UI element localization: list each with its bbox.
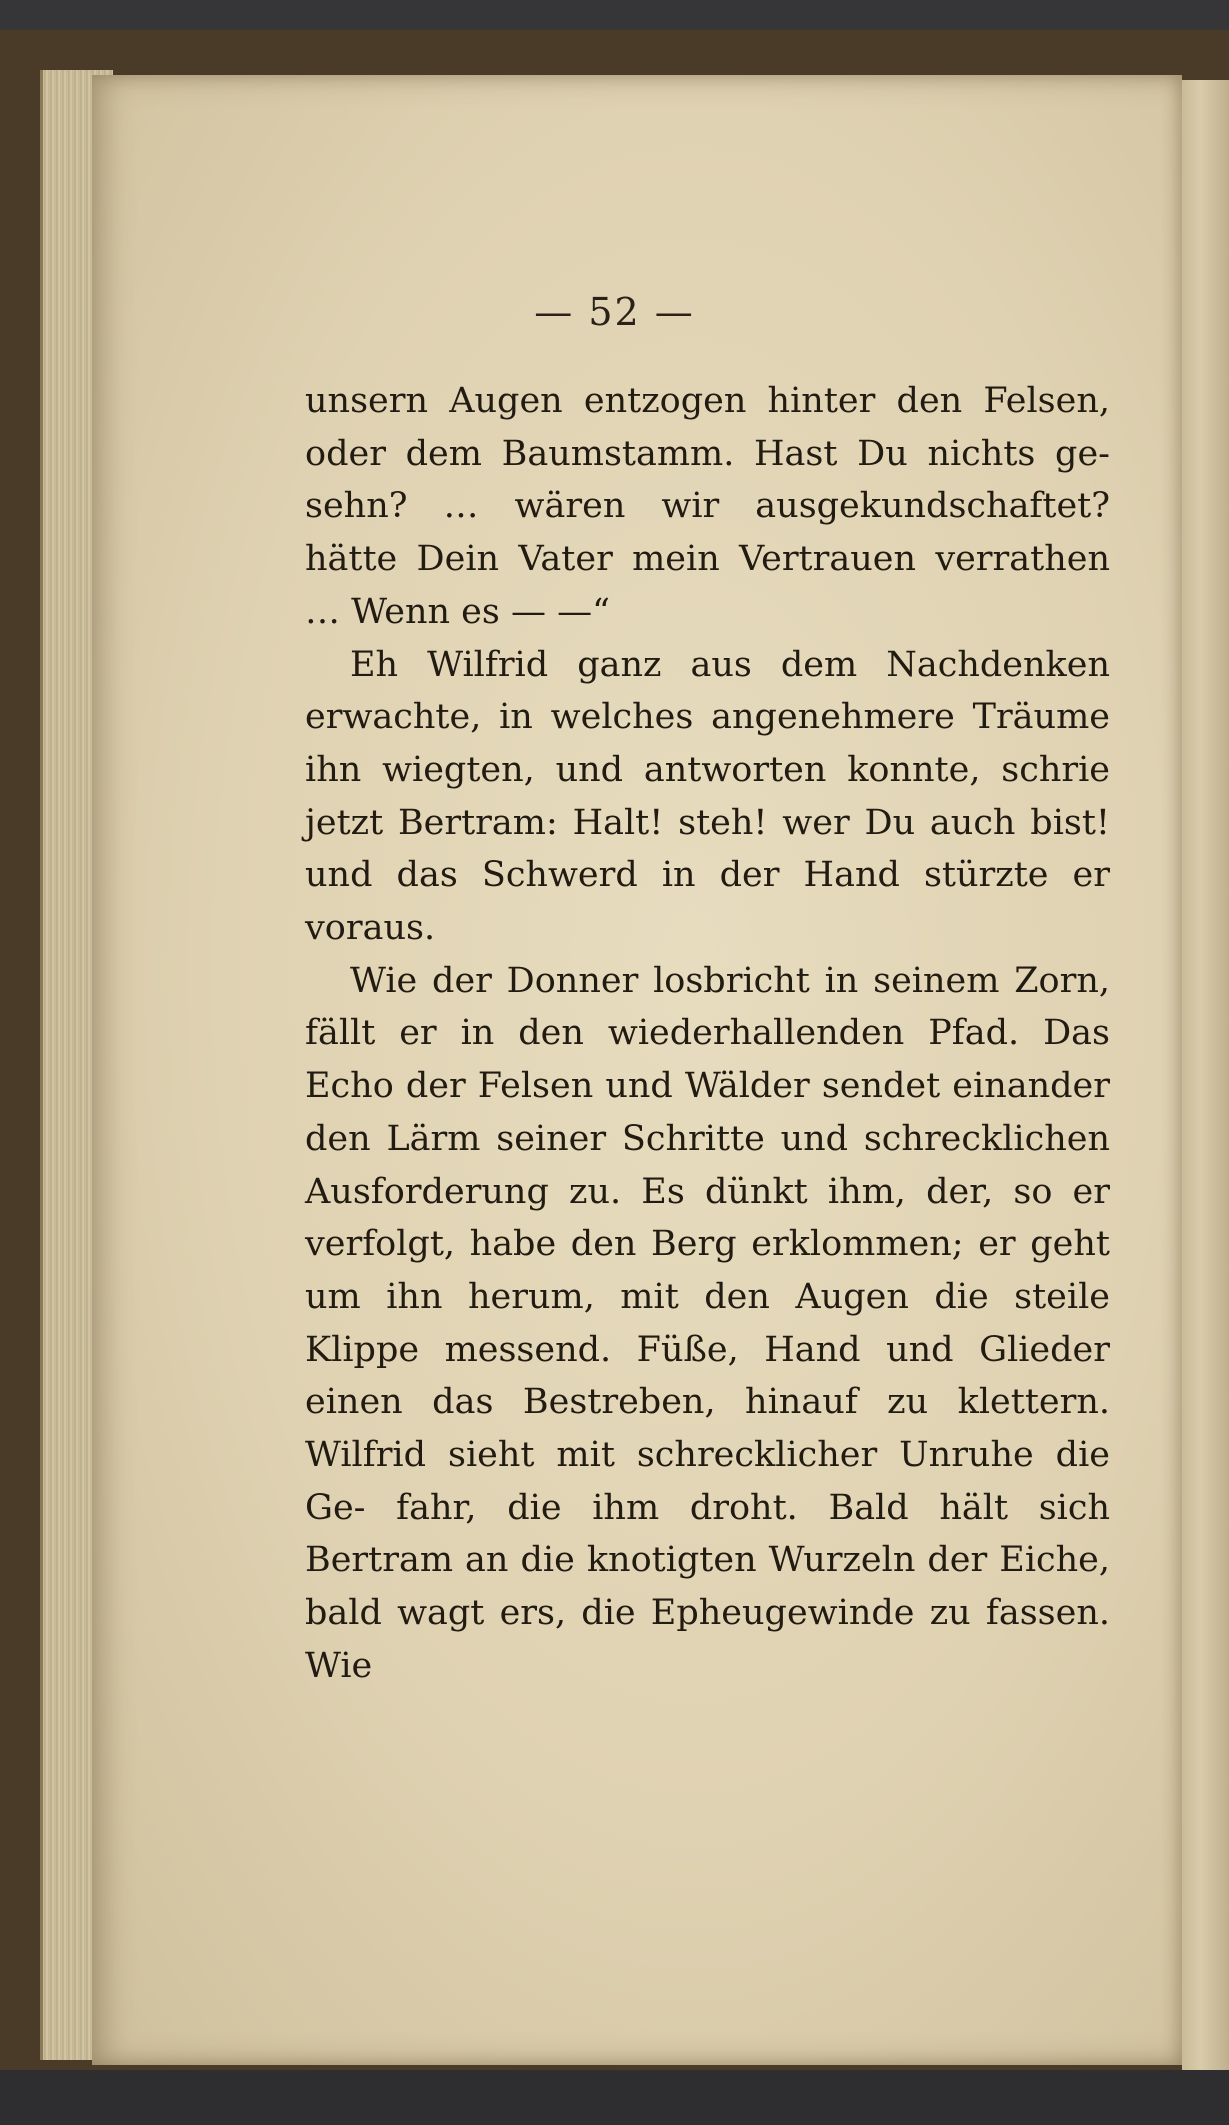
paragraph-3: Wie der Donner losbricht in seinem Zorn, fällt er in den wiederhallenden Pfad. Das Echo der Felsen und Wälder sendet einander den Lärm seiner Schritte und schrecklichen Ausforderung zu. Es dünkt ihm, der, so er verfolgt, habe den Berg erklommen; er geht um ihn herum, mit den Augen die steile Klippe messend. Füße, Hand und Glieder einen das Bestreben, hinauf zu klettern. Wilfrid sieht mit schrecklicher Unruhe die Ge- fahr, die ihm droht. Bald hält sich Bertram an die knotigten Wurzeln der Eiche, bald wagt ers, die Epheugewinde zu fassen. Wie xyxy=(305,960,1110,1686)
paragraph-2: Eh Wilfrid ganz aus dem Nachdenken erwachte, in welches angenehmere Träume ihn wiegten, und antworten konnte, schrie jetzt Bertram: Halt! steh! wer Du auch bist! und das Schwerd in der Hand stürzte er voraus. xyxy=(305,644,1110,949)
scanner-background-bottom xyxy=(0,2070,1229,2125)
next-page-edge xyxy=(1182,80,1229,2070)
paragraph-1: unsern Augen entzogen hinter den Felsen, oder dem Baumstamm. Hast Du nichts ge- sehn? … wären wir ausgekundschaftet? hätte Dein Vater mein Vertrauen verrathen … Wenn es — —“ xyxy=(305,381,1110,632)
page-number: — 52 — xyxy=(534,290,695,334)
page-text xyxy=(305,375,1110,1693)
